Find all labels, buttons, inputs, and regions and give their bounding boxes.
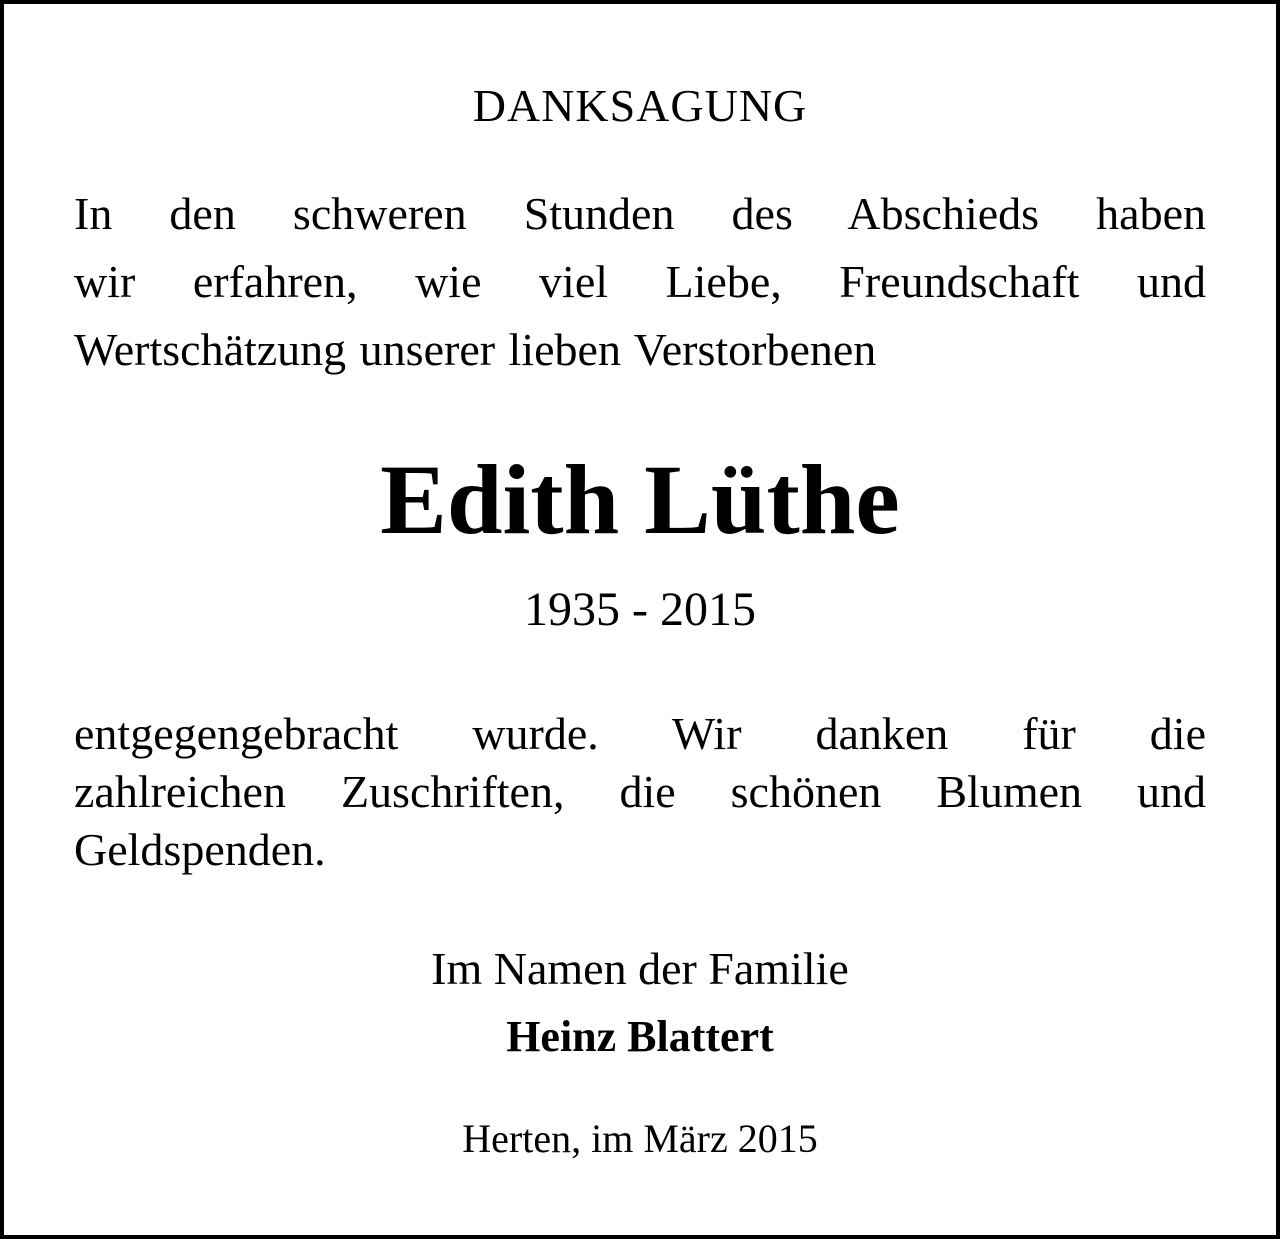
intro-line: wir erfahren, wie viel Liebe, Freundschaft und: [74, 256, 1206, 307]
deceased-name: Edith Lüthe: [380, 444, 900, 555]
thanks-line: zahlreichen Zuschriften, die schönen Blumen und: [74, 766, 1206, 817]
life-years: 1935 - 2015: [524, 583, 756, 636]
notice-heading: DANKSAGUNG: [472, 80, 808, 131]
signer-name: Heinz Blattert: [506, 1012, 774, 1061]
thanks-paragraph: [74, 705, 1206, 879]
intro-line: Wertschätzung unserer lieben Verstorbenen: [74, 324, 877, 375]
thanks-line: Geldspenden.: [74, 824, 326, 875]
place-date: Herten, im März 2015: [462, 1116, 818, 1161]
intro-line: In den schweren Stunden des Abschieds haben: [74, 188, 1206, 239]
thanks-line: entgegengebracht wurde. Wir danken für die: [74, 708, 1206, 759]
intro-paragraph: [74, 180, 1206, 384]
family-label: Im Namen der Familie: [431, 943, 849, 994]
